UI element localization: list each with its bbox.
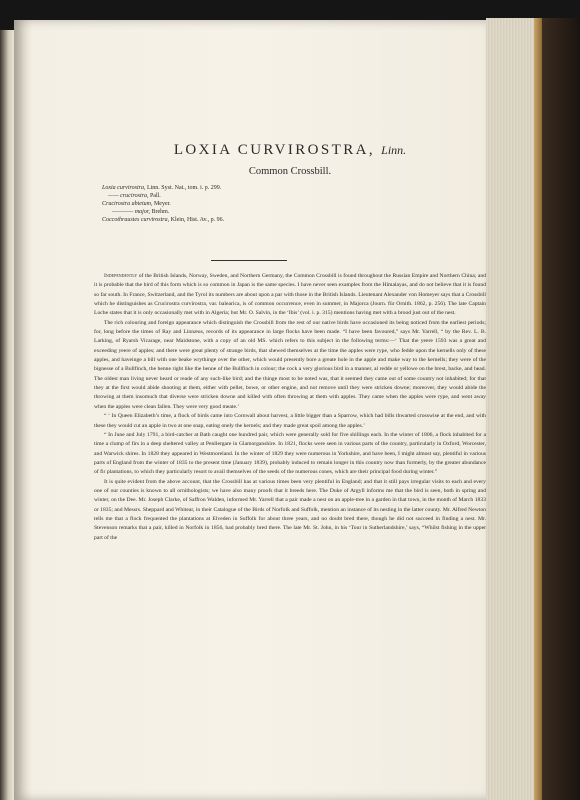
paragraph bbox=[94, 319, 486, 412]
common-name: Common Crossbill. bbox=[248, 166, 332, 177]
paragraph-lead: Independently bbox=[104, 273, 138, 279]
synonym-name: —— crucirostra, bbox=[108, 193, 149, 199]
page-title bbox=[94, 142, 486, 159]
paragraph-text: of the British Islands, Norway, Sweden, and Northern Germany, the Common Crossbill is found throughout the Russian Empire and Northern China; and it is probable that the bird of this form which is so common in Japan is the same species. I have never seen examples from the Himalayas, and do not believe that it is found so far south. In France, Switzerland, and the Tyrol its numbers are about upon a par with those in the British Islands. Lieutenant Alexander von Homeyer says that a Crossbill which he distinguishes as Crucirostra curvirostra, var. balearica, is of common occurrence, even in summer, in Majorca (Journ. für Ornith. 1862, p. 256). The late Captain Loche states that it is only occasionally met with in Algeria; but Mr. O. Salvin, in the ‘Ibis’ (vol. i. p. 315) mentions having met with a brood just out of the nest. bbox=[94, 273, 486, 317]
gilt-edge bbox=[534, 18, 542, 800]
synonym-line bbox=[102, 217, 224, 225]
paragraph bbox=[94, 272, 486, 319]
synonym-ref: Linn. Syst. Nat., tom. i. p. 299. bbox=[146, 185, 222, 191]
synonym-name: Loxia curvirostra, bbox=[102, 185, 146, 191]
paragraph-text: It is quite evident from the above account, that the Crossbill has at various times been very plentiful in England; and that it still pays irregular visits to each and every one of our counties is known to all ornithologists; we have also many proofs that it breeds here. The Duke of Argyll informs me that the bird is seen, both in spring and winter, on the Dee. Mr. Joseph Clarke, of Saffron Walden, informed Mr. Yarrell that a pair made a nest on an apple-tree in a garden in that town, in the month of March 1833 or 1835; and Messrs. Sheppard and Whitear, in their Catalogue of the Birds of Norfolk and Suffolk, mention an instance of its nesting in the latter county. Mr. Alfred Newton tells me that a flock frequented the plantations at Elveden in Suffolk for about three years, and no doubt bred there, though he did not succeed in finding a nest. Mr. Stevenson remarks that a pair, killed in Norfolk in 1856, had probably bred there. The late Mr. St. John, in his ‘Tour in Sutherlandshire,’ says, “Whilst fishing in the upper part of the bbox=[94, 478, 486, 541]
book-cover-edge bbox=[542, 18, 580, 800]
title-main: LOXIA CURVIROSTRA, bbox=[173, 142, 375, 158]
paragraph-text: The rich colouring and foreign appearance which distinguish the Crossbill from the rest of our native birds have occasioned its being noticed from the earliest periods; for, long before the times of Ray and Linnæus, records of its appearance in large flocks have been made. “I have been favoured,” says Mr. Yarrell, “ by the Rev. L. B. Larking, of Ryarsh Vicarage, near Maidstone, with a copy of an old MS. which refers to this subject in the following terms:—‘ That the yeere 1593 was a great and exceeding yeere of apples; and there were great plenty of strange birds, that shewed themselves at the time the apples were rype, who fedde upon the kernells only of these apples, and haveinge a bill with one beake wrythinge over the other, which would presently bore a greate hole in the apple and make way to the kernells; they were of the bignesse of a Bullfinch, the henne right like the henne of the Bullfinch in colour; the cock a very glorious bird in a manner, al redde or yellowe on the brest, backe, and head. The oldest man living never heard or reade of any such-like bird; and the thinge most to be noted was, that it seemed they came out of some country not inhabited; for that they at the first would abide shooting at them, either with pellet, bowe, or other engine, and not remove until they were stricken downe; moreover, they would abide the throwing at them insomuch that diverse were stricken downe and killed with often throwing at them with apples. They came when the apples were rype, and went away when the apples were clean fallen. They were very good meate.’ bbox=[94, 319, 486, 410]
book-page bbox=[14, 20, 486, 800]
synonym-name: Crucirostra abietum, bbox=[102, 201, 153, 207]
paragraph-text: “ In June and July 1791, a bird-catcher at Bath caught one hundred pair, which were generally sold for five shillings each. In the winter of 1806, a flock inhabited for a time a clump of firs in a deep sheltered valley at Penllergare in Glamorganshire. In 1821, flocks were seen in various parts of the country, particularly in Oxford, Worcester, and Warwick shires. In 1828 they appeared in Westmoreland. In the winter of 1829 they were numerous in Yorkshire, and have been, I might almost say, plentiful in various parts of England from the winter of 1835 to the present time (January 1839), probably induced to remain longer in this country now than formerly, by the greater abundance of fir plantations, to which they particularly resort to avail themselves of the seeds of the numerous cones, which are their principal food during winter.” bbox=[94, 431, 486, 476]
synonym-ref: Meyer. bbox=[153, 201, 171, 207]
synonym-ref: Klein, Hist. Av., p. 96. bbox=[170, 217, 225, 223]
synonym-line bbox=[112, 209, 169, 217]
synonym-name: ———— major, bbox=[112, 209, 151, 215]
synonym-ref: Pall. bbox=[149, 193, 161, 199]
page-stack-edge bbox=[486, 18, 534, 800]
synonym-name: Coccothraustes curvirostra, bbox=[102, 217, 170, 223]
synonym-line bbox=[108, 193, 161, 201]
synonym-line bbox=[102, 185, 221, 193]
paragraph bbox=[94, 431, 486, 478]
left-page-edge bbox=[0, 30, 14, 800]
synonym-line bbox=[102, 201, 171, 209]
paragraph bbox=[94, 478, 486, 543]
paragraph bbox=[94, 412, 486, 431]
synonym-ref: Brehm. bbox=[151, 209, 170, 215]
paragraph-text: “ ‘ In Queen Elizabeth’s time, a flock of birds came into Cornwall about harvest, a little bigger than a Sparrow, which had bills thwarted crosswise at the end, and with these they would cut an apple in two at one snap, eating onely the kernels; and they made great spoil among the apples.’ bbox=[94, 413, 486, 429]
body-text bbox=[94, 272, 486, 543]
divider-rule bbox=[211, 260, 287, 261]
title-author: Linn. bbox=[381, 143, 407, 157]
